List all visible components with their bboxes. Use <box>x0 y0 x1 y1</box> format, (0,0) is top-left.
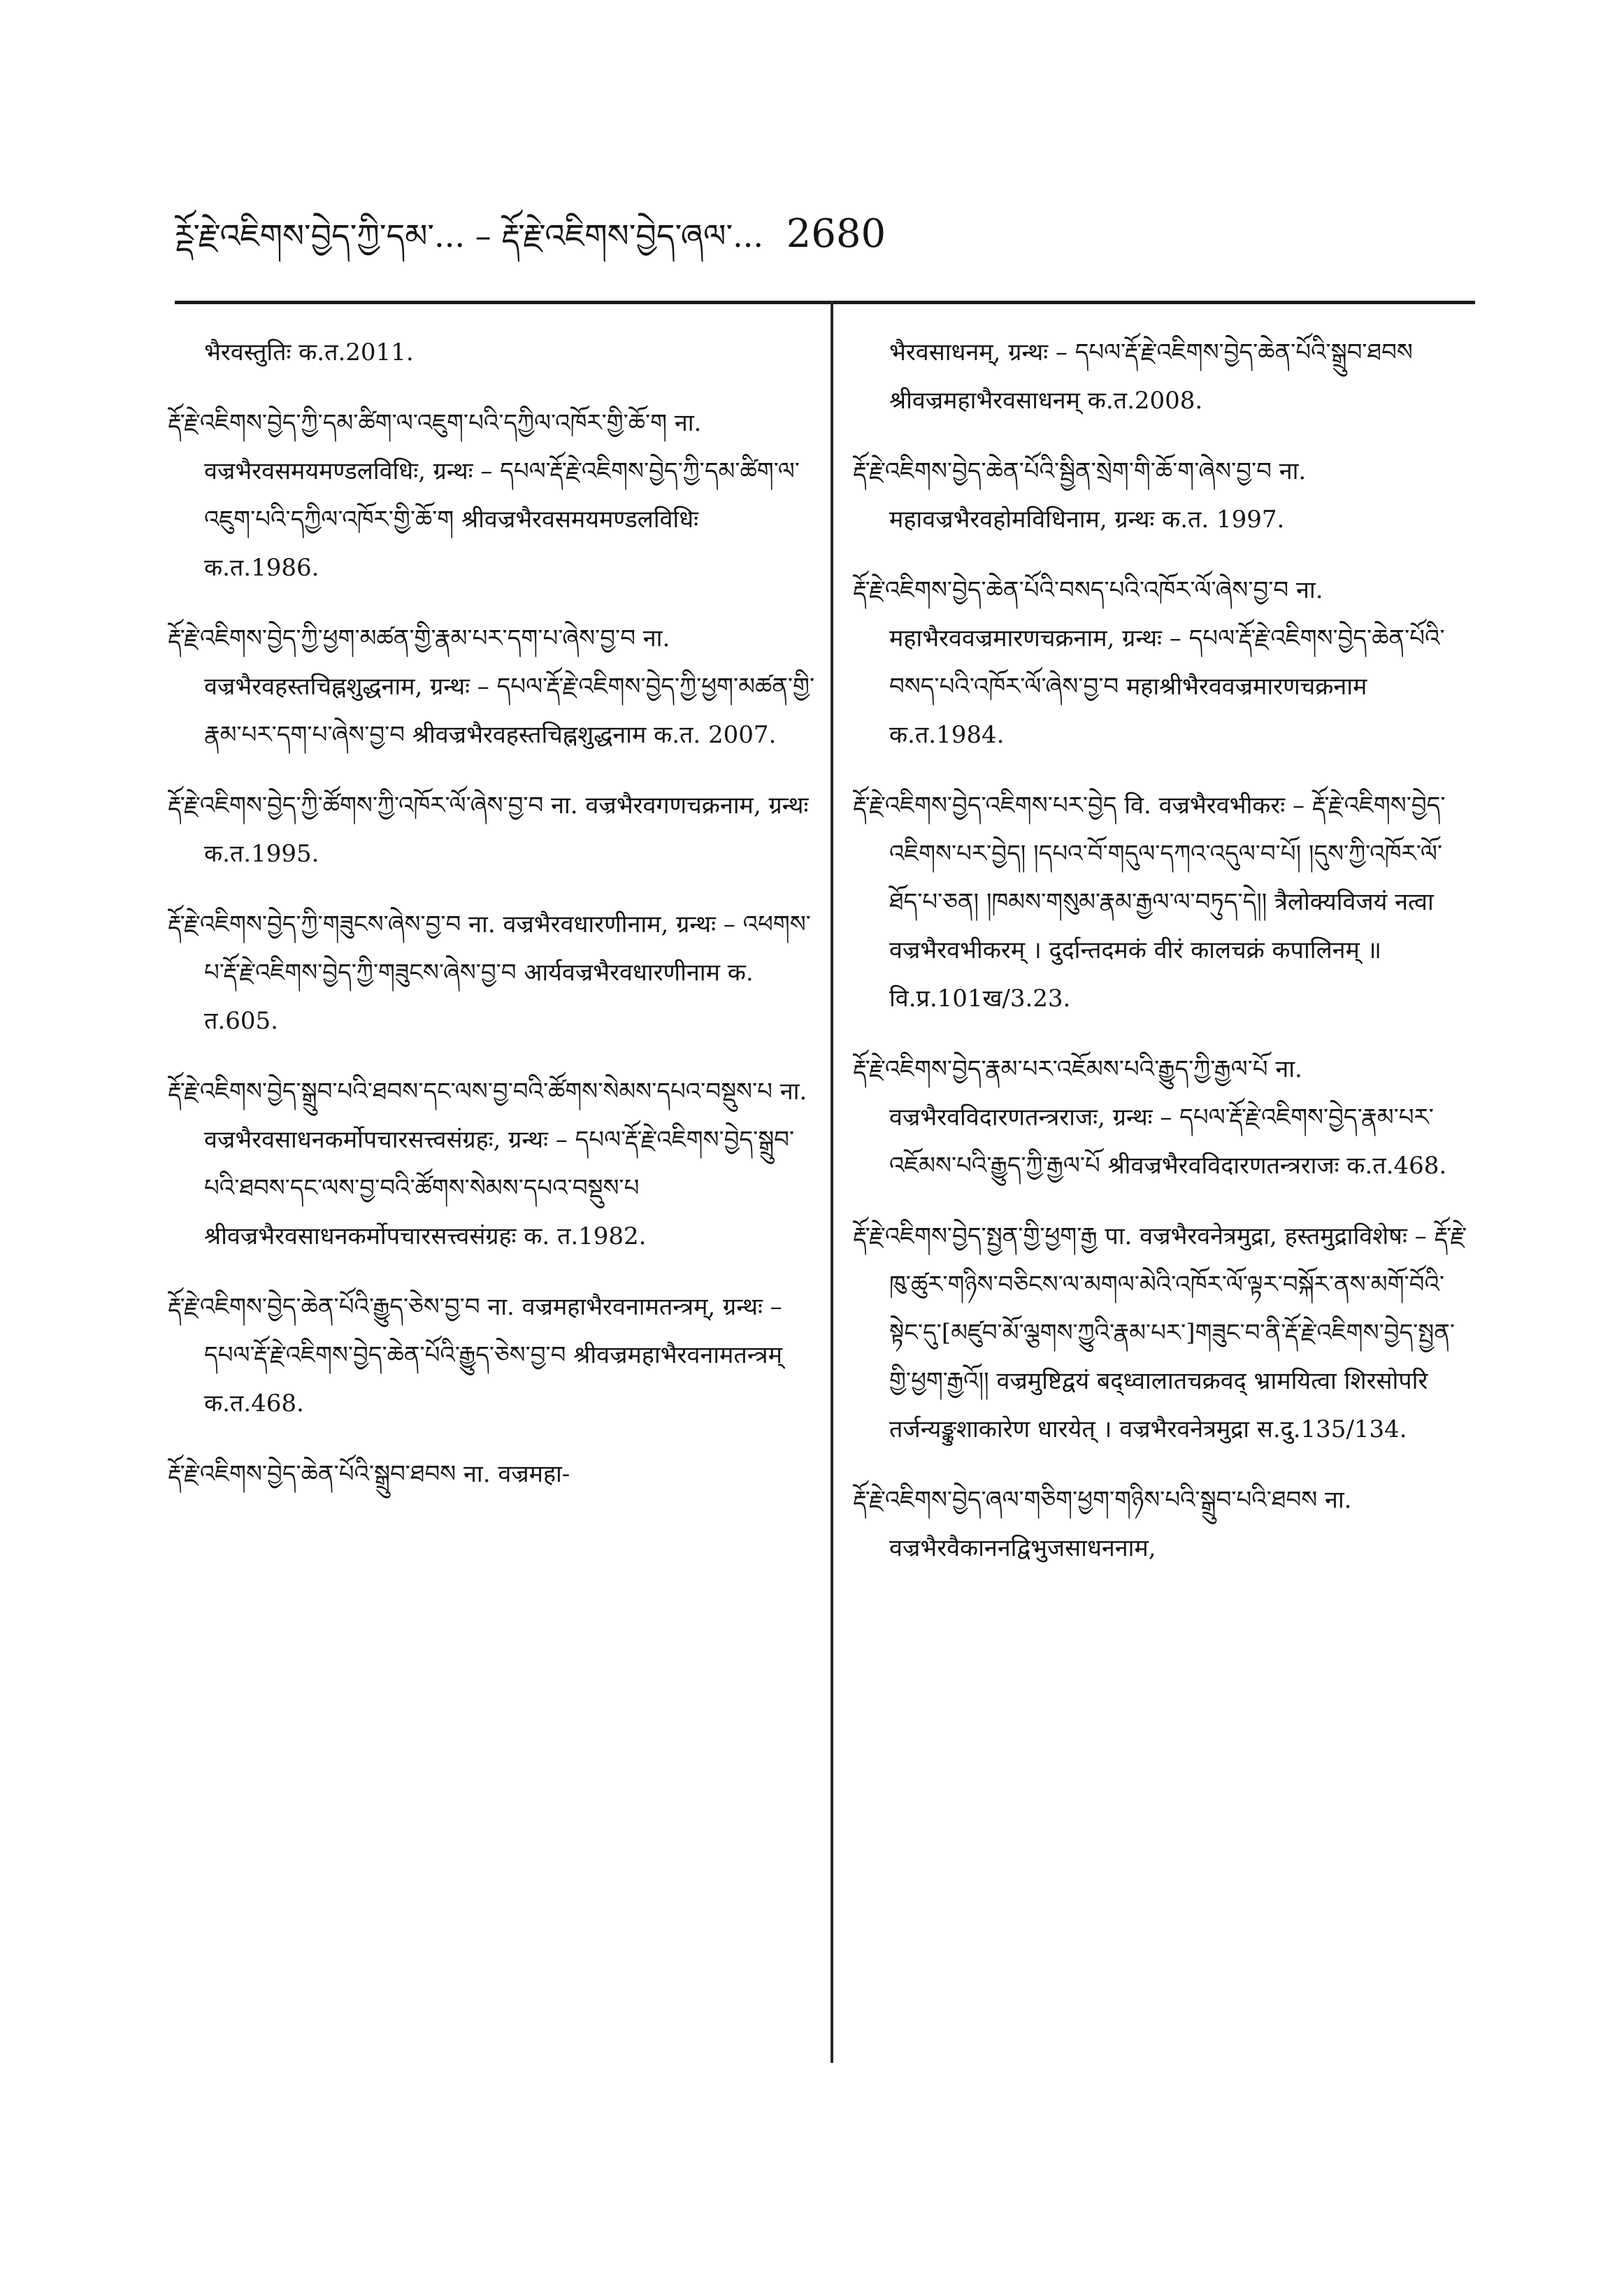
right-column <box>853 329 1475 2104</box>
running-head-text: ཪྡོ་རྗེ་འཇིགས་བྱེད་ཀྱི་དམ་... – རྡོ་རྗེ་འཇིགས་བྱེད་ཞལ་... <box>175 217 763 255</box>
dictionary-entry: རྡོ་རྗེ་འཇིགས་བྱེད་ཀྱི་གཟུངས་ཞེས་བྱ་བ ना. वज्रभैरवधारणीनाम, ग्रन्थः – འཕགས་པ་རྡོ་རྗེ་འཇིགས་བྱེད་ཀྱི་གཟུངས་ཞེས་བྱ་བ आर्यवज्रभैरवधारणीनाम क. त.605. <box>168 910 811 1035</box>
dictionary-entry: རྡོ་རྗེ་འཇིགས་བྱེད་སྤྱན་གྱི་ཕྱག་རྒྱ पा. वज्रभैरवनेत्रमुद्रा, हस्तमुद्राविशेषः – རྡོ་རྗེ་ཁུ་ཚུར་གཉིས་བཅིངས་ལ་མགལ་མེའི་འཁོར་ལོ་ལྟར་བསྐོར་ནས་མགོ་བོའི་སྟེང་དུ་[མཛུབ་མོ་ལྕགས་ཀྱུའི་རྣམ་པར་]གཟུང་བ་ནི་རྡོ་རྗེ་འཇིགས་བྱེད་སྤྱན་གྱི་ཕྱག་རྒྱའོ།། वज्रमुष्टिद्वयं बद्ध्वालातचक्रवद् भ्रामयित्वा शिरसोपरि तर्जन्यङ्कुशाकारेण धारयेत् । वज्रभैरवनेत्रमुद्रा स.दु.135/134. <box>853 1222 1467 1443</box>
entry-continuation: भैरवसाधनम्, ग्रन्थः – དཔལ་རྡོ་རྗེ་འཇིགས་བྱེད་ཆེན་པོའི་སྒྲུབ་ཐབས श्रीवज्रमहाभैरवसाधनम् क.त.2008. <box>889 338 1413 415</box>
dictionary-entry: རྡོ་རྗེ་འཇིགས་བྱེད་ཆེན་པོའི་སྒྲུབ་ཐབས ना. वज्रमहा- <box>168 1460 570 1488</box>
dictionary-entry: རྡོ་རྗེ་འཇིགས་བྱེད་ཆེན་པོའི་རྒྱུད་ཅེས་བྱ་བ ना. वज्रमहाभैरवनामतन्त्रम्, ग्रन्थः – དཔལ་རྡོ་རྗེ་འཇིགས་བྱེད་ཆེན་པོའི་རྒྱུད་ཅེས་བྱ་བ श्रीवज्रमहाभैरवनामतन्त्रम् क.त.468. <box>168 1293 782 1417</box>
dictionary-entry: རྡོ་རྗེ་འཇིགས་བྱེད་ཀྱི་ཚོགས་ཀྱི་འཁོར་ལོ་ཞེས་བྱ་བ ना. वज्रभैरवगणचक्रनाम, ग्रन्थः क.त.1995. <box>168 792 809 868</box>
column-divider <box>831 301 833 2063</box>
entry-continuation: भैरवस्तुतिः क.त.2011. <box>204 338 414 366</box>
dictionary-entry: རྡོ་རྗེ་འཇིགས་བྱེད་ཞལ་གཅིག་ཕྱག་གཉིས་པའི་སྒྲུབ་པའི་ཐབས ना. वज्रभैरवैकाननद्विभुजसाधननाम, <box>853 1486 1352 1562</box>
running-head <box>175 203 1503 266</box>
dictionary-entry: རྡོ་རྗེ་འཇིགས་བྱེད་ཆེན་པོའི་སྦྱིན་སྲེག་གི་ཆོ་ག་ཞེས་བྱ་བ ना. महावज्रभैरवहोमविधिनाम, ग्रन्थः क.त. 1997. <box>853 457 1307 534</box>
left-column <box>168 329 818 2104</box>
dictionary-entry: རྡོ་རྗེ་འཇིགས་བྱེད་ཀྱི་ཕྱག་མཚན་གྱི་རྣམ་པར་དག་པ་ཞེས་བྱ་བ ना. वज्रभैरवहस्तचिह्नशुद्धनाम, ग्रन्थः – དཔལ་རྡོ་རྗེ་འཇིགས་བྱེད་ཀྱི་ཕྱག་མཚན་གྱི་རྣམ་པར་དག་པ་ཞེས་བྱ་བ श्रीवज्रभैरवहस्तचिह्नशुद्धनाम क.त. 2007. <box>168 624 815 749</box>
dictionary-entry: རྡོ་རྗེ་འཇིགས་བྱེད་ཀྱི་དམ་ཚིག་ལ་འཇུག་པའི་དཀྱིལ་འཁོར་གྱི་ཆོ་ག ना. वज्रभैरवसमयमण्डलविधिः, ग्रन्थः – དཔལ་རྡོ་རྗེ་འཇིགས་བྱེད་ཀྱི་དམ་ཚིག་ལ་འཇུག་པའི་དཀྱིལ་འཁོར་གྱི་ཆོ་ག श्रीवज्रभैरवसमयमण्डलविधिः क.त.1986. <box>168 409 800 582</box>
dictionary-entry: རྡོ་རྗེ་འཇིགས་བྱེད་སྒྲུབ་པའི་ཐབས་དང་ལས་བྱ་བའི་ཚོགས་སེམས་དཔའ་བསྡུས་པ ना. वज्रभैरवसाधनकर्मोपचारसत्त्वसंग्रहः, ग्रन्थः – དཔལ་རྡོ་རྗེ་འཇིགས་བྱེད་སྒྲུབ་པའི་ཐབས་དང་ལས་བྱ་བའི་ཚོགས་སེམས་དཔའ་བསྡུས་པ श्रीवज्रभैरवसाधनकर्मोपचारसत्त्वसंग्रहः क. त.1982. <box>168 1078 807 1250</box>
page-number: 2680 <box>786 211 886 257</box>
dictionary-entry: རྡོ་རྗེ་འཇིགས་བྱེད་རྣམ་པར་འཇོམས་པའི་རྒྱུད་ཀྱི་རྒྱལ་པོ ना. वज्रभैरवविदारणतन्त्रराजः, ग्रन्थः – དཔལ་རྡོ་རྗེ་འཇིགས་བྱེད་རྣམ་པར་འཇོམས་པའི་རྒྱུད་ཀྱི་རྒྱལ་པོ श्रीवज्रभैरवविदारणतन्त्रराजः क.त.468. <box>853 1055 1447 1180</box>
dictionary-entry: རྡོ་རྗེ་འཇིགས་བྱེད་འཇིགས་པར་བྱེད वि. वज्रभैरवभीकरः – རྡོ་རྗེ་འཇིགས་བྱེད་འཇིགས་པར་བྱེད། །དཔའ་བོ་གདུལ་དཀའ་འདུལ་བ་པོ། །དུས་ཀྱི་འཁོར་ལོ་ཐོད་པ་ཅན། །ཁམས་གསུམ་རྣམ་རྒྱལ་ལ་བཏུད་དེ།། त्रैलोक्यविजयं नत्वा वज्रभैरवभीकरम् । दुर्दान्तदमकं वीरं कालचक्रं कपालिनम् ॥ वि.प्र.101ख/3.23. <box>853 792 1446 1013</box>
dictionary-entry: རྡོ་རྗེ་འཇིགས་བྱེད་ཆེན་པོའི་བསད་པའི་འཁོར་ལོ་ཞེས་བྱ་བ ना. महाभैरववज्रमारणचक्रनाम, ग्रन्थः – དཔལ་རྡོ་རྗེ་འཇིགས་བྱེད་ཆེན་པོའི་བསད་པའི་འཁོར་ལོ་ཞེས་བྱ་བ महाश्रीभैरववज्रमारणचक्रनाम क.त.1984. <box>853 576 1445 749</box>
header-rule <box>175 301 1475 304</box>
